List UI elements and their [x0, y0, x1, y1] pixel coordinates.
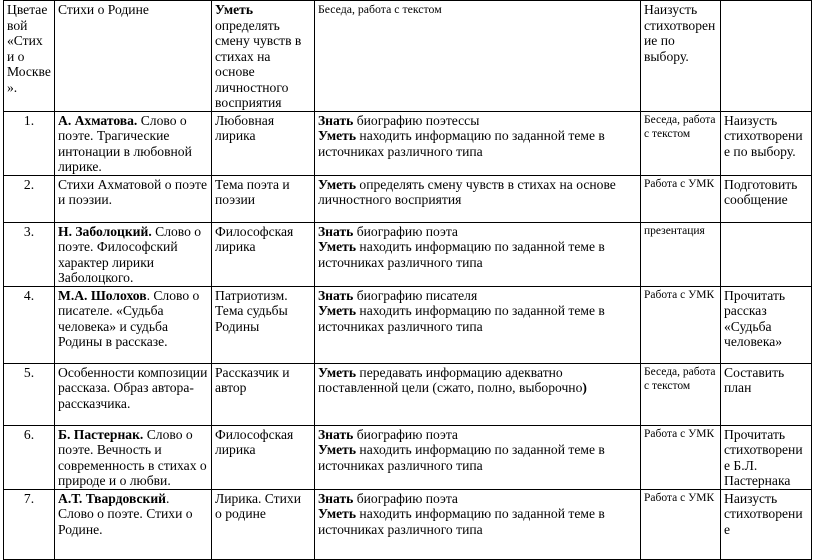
skill-keyword: Знать [318, 112, 354, 128]
skill-keyword: Уметь [318, 176, 357, 192]
skill-text: находить информацию по заданной теме в источниках различного типа [318, 442, 605, 473]
num-cell: 6. [4, 425, 55, 489]
skills-cell [315, 175, 641, 222]
goals-cell: Рассказчик и автор [212, 363, 315, 425]
goals-cell: Лирика. Стихи о родине [212, 489, 315, 559]
skills-cell [315, 286, 641, 363]
num-cell: Цветаевой «Стих и о Москве». [4, 1, 55, 112]
hw-cell: Наизусть стихотворение по выбору. [721, 111, 812, 175]
topic-cell [55, 425, 212, 489]
skill-text: биографию поэтессы [353, 112, 480, 128]
form-cell: Беседа, работа с текстом [641, 111, 721, 175]
table-row [4, 363, 812, 425]
topic-text: Слово о поэте. Философский характер лирики Заболоцкого. [58, 223, 202, 285]
form-cell: Работа с УМК [641, 425, 721, 489]
goals-cell: Патриотизм. Тема судьбы Родины [212, 286, 315, 363]
goal-keyword: Уметь [215, 2, 254, 17]
table-row [4, 286, 812, 363]
author-name: А.Т. Твардовский [58, 490, 166, 506]
skill-keyword: Уметь [318, 303, 357, 318]
goals-cell: Философская лирика [212, 222, 315, 286]
skill-text: биографию поэта [353, 223, 458, 239]
topic-cell: Особенности композиции рассказа. Образ автора-рассказчика. [55, 363, 212, 425]
skills-cell [315, 425, 641, 489]
skills-cell [315, 111, 641, 175]
hw-cell: Прочитать стихотворение Б.Л. Пастернака [721, 425, 812, 489]
skill-text: биографию писателя [353, 287, 478, 303]
goals-cell: Любовная лирика [212, 111, 315, 175]
topic-text: . Слово о поэте. Стихи о Родине. [58, 490, 193, 537]
form-cell: Работа с УМК [641, 286, 721, 363]
table-row [4, 425, 812, 489]
topic-cell [55, 111, 212, 175]
topic-cell [55, 286, 212, 363]
skill-keyword: Знать [318, 426, 354, 442]
topic-cell: Стихи о Родине [55, 1, 212, 112]
topic-text: Слово о поэте. Вечность и современность в стихах о природе и о любви. [58, 426, 207, 488]
skill-keyword: Уметь [318, 442, 357, 457]
skill-keyword: Знать [318, 287, 354, 303]
hw-cell [721, 1, 812, 112]
num-cell: 5. [4, 363, 55, 425]
num-cell: 7. [4, 489, 55, 559]
skill-text: биографию поэта [353, 426, 458, 442]
skill-keyword: Уметь [318, 128, 357, 143]
skill-text: передавать информацию адекватно поставленной цели (сжато, полно, выборочно [318, 364, 583, 395]
hw-cell: Прочитать рассказ «Судьба человека» [721, 286, 812, 363]
goals-cell: Философская лирика [212, 425, 315, 489]
skill-text: находить информацию по заданной теме в источниках различного типа [318, 303, 605, 334]
topic-cell: Стихи Ахматовой о поэте и поэзии. [55, 175, 212, 222]
topic-text: Слово о поэте. Трагические интонации в любовной лирике. [58, 112, 192, 174]
skills-cell [315, 363, 641, 425]
skills-cell [315, 489, 641, 559]
hw-cell: Наизусть стихотворение [721, 489, 812, 559]
skill-text: находить информацию по заданной теме в источниках различного типа [318, 128, 605, 159]
topic-cell [55, 489, 212, 559]
goal-text: определять смену чувств в стихах на основе личностного восприятия [215, 17, 302, 110]
form-cell: Работа с УМК [641, 489, 721, 559]
num-cell: 4. [4, 286, 55, 363]
form-cell: Работа с УМК [641, 175, 721, 222]
goals-cell [212, 1, 315, 112]
skills-cell [315, 222, 641, 286]
table-row [4, 489, 812, 559]
author-name: А. Ахматова. [58, 112, 138, 128]
skill-keyword: Уметь [318, 506, 357, 521]
skill-text: биографию поэта [353, 490, 458, 506]
author-name: М.А. Шолохов [58, 287, 147, 303]
form-cell: Наизусть стихотворение по выбору. [641, 1, 721, 112]
hw-cell: Подготовить сообщение [721, 175, 812, 222]
skill-keyword: Знать [318, 223, 354, 239]
skill-text: определять смену чувств в стихах на основе личностного восприятия [318, 176, 616, 207]
table-row [4, 175, 812, 222]
skill-closing-paren: ) [582, 380, 587, 395]
num-cell: 3. [4, 222, 55, 286]
skills-cell: Беседа, работа с текстом [315, 1, 641, 112]
table-row [4, 111, 812, 175]
topic-text: . Слово о писателе. «Судьба человека» и судьба Родины в рассказе. [58, 287, 200, 349]
skill-text: находить информацию по заданной теме в источниках различного типа [318, 506, 605, 537]
hw-cell: Составить план [721, 363, 812, 425]
num-cell: 2. [4, 175, 55, 222]
form-cell: презентация [641, 222, 721, 286]
skill-keyword: Уметь [318, 239, 357, 254]
topic-cell [55, 222, 212, 286]
author-name: Б. Пастернак. [58, 426, 144, 442]
table-row [4, 1, 812, 112]
skill-keyword: Уметь [318, 364, 357, 380]
skill-text: находить информацию по заданной теме в источниках различного типа [318, 239, 605, 270]
table-row [4, 222, 812, 286]
form-cell: Беседа, работа с текстом [641, 363, 721, 425]
goals-cell: Тема поэта и поэзии [212, 175, 315, 222]
lesson-plan-table [3, 0, 812, 560]
hw-cell [721, 222, 812, 286]
num-cell: 1. [4, 111, 55, 175]
skill-keyword: Знать [318, 490, 354, 506]
author-name: Н. Заболоцкий. [58, 223, 152, 239]
